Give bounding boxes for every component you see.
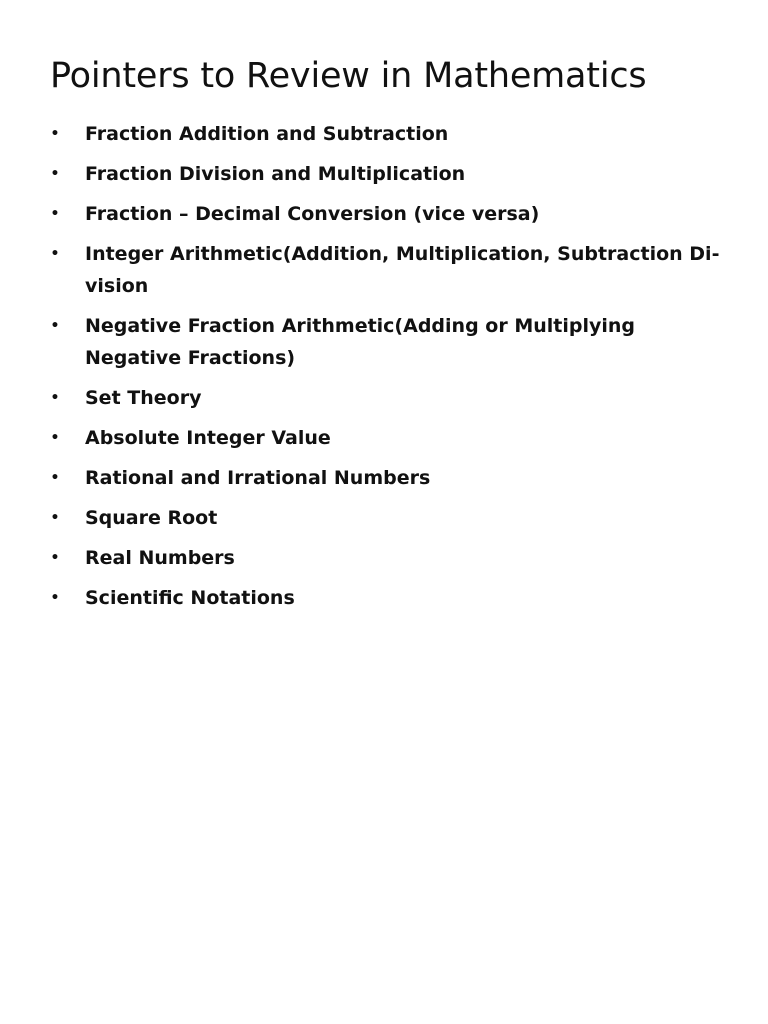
list-item-text: Absolute Integer Value [85,427,331,449]
list-item-text: Real Numbers [85,547,235,569]
list-item [50,422,728,454]
list-item-text: Fraction Addition and Subtraction [85,123,449,145]
list-item [50,582,728,614]
bullet-icon: • [50,246,60,262]
list-item-text: Scientific Notations [85,587,295,609]
bullet-icon: • [50,590,60,606]
list-item-text: Negative Fraction Arithmetic(Adding or Multiplying Negative Fractions) [85,315,635,369]
list-item [50,502,728,534]
list-item-text: Fraction – Decimal Conversion (vice versa) [85,203,540,225]
bullet-icon: • [50,430,60,446]
list-item [50,158,728,190]
bullet-icon: • [50,510,60,526]
list-item-text: Rational and Irrational Numbers [85,467,431,489]
list-item-text: Integer Arithmetic(Addition, Multiplication, Subtraction Di-vision [85,243,720,297]
list-item-text: Square Root [85,507,218,529]
list-item [50,310,728,374]
list-item [50,198,728,230]
bullet-icon: • [50,206,60,222]
list-item [50,462,728,494]
page-title: Pointers to Review in Mathematics [50,56,647,96]
bullet-icon: • [50,126,60,142]
bullet-icon: • [50,470,60,486]
list-item-text: Fraction Division and Multiplication [85,163,466,185]
review-topic-list [50,118,728,614]
bullet-icon: • [50,318,60,334]
list-item-text: Set Theory [85,387,202,409]
list-item [50,382,728,414]
bullet-icon: • [50,390,60,406]
bullet-icon: • [50,166,60,182]
bullet-icon: • [50,550,60,566]
list-item [50,542,728,574]
list-item [50,238,728,302]
list-item [50,118,728,150]
